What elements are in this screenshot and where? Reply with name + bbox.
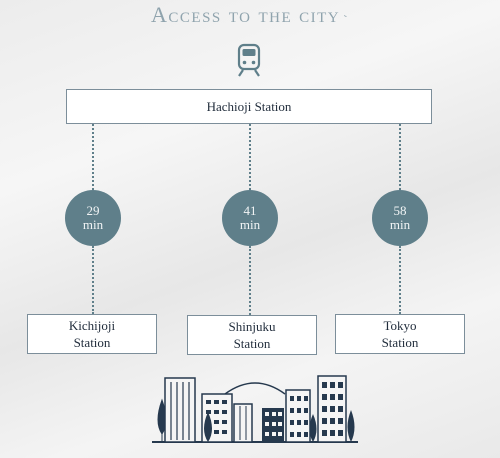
connector-line (399, 246, 401, 314)
connector-line (92, 124, 94, 190)
travel-time-unit: min (82, 217, 104, 232)
connector-line (249, 124, 251, 190)
connector-line (249, 246, 251, 315)
travel-time-value: 29 (86, 203, 100, 218)
destination-name: Kichijoji (68, 318, 116, 333)
destination-box-kichijoji (27, 314, 157, 354)
page-title-text: Access to the city (151, 2, 341, 27)
destination-suffix: Station (73, 335, 111, 350)
origin-station-label: Hachioji Station (206, 99, 292, 114)
travel-time-unit: min (239, 217, 261, 232)
travel-time-unit: min (389, 217, 411, 232)
origin-station-box (66, 89, 432, 124)
connector-line (92, 246, 94, 314)
travel-time-value: 58 (393, 203, 407, 218)
travel-time-value: 41 (243, 203, 257, 218)
destination-name: Shinjuku (228, 319, 276, 334)
destination-box-shinjuku (187, 315, 317, 355)
destination-suffix: Station (233, 336, 271, 351)
connector-line (399, 124, 401, 190)
travel-time-badge (222, 190, 278, 246)
page-title (0, 2, 500, 28)
travel-time-badge (65, 190, 121, 246)
city-skyline-icon (150, 370, 360, 450)
train-icon (236, 43, 262, 77)
travel-time-badge (372, 190, 428, 246)
destination-suffix: Station (381, 335, 419, 350)
destination-name: Tokyo (383, 318, 417, 333)
title-mark: ˞ (344, 11, 349, 23)
destination-box-tokyo (335, 314, 465, 354)
